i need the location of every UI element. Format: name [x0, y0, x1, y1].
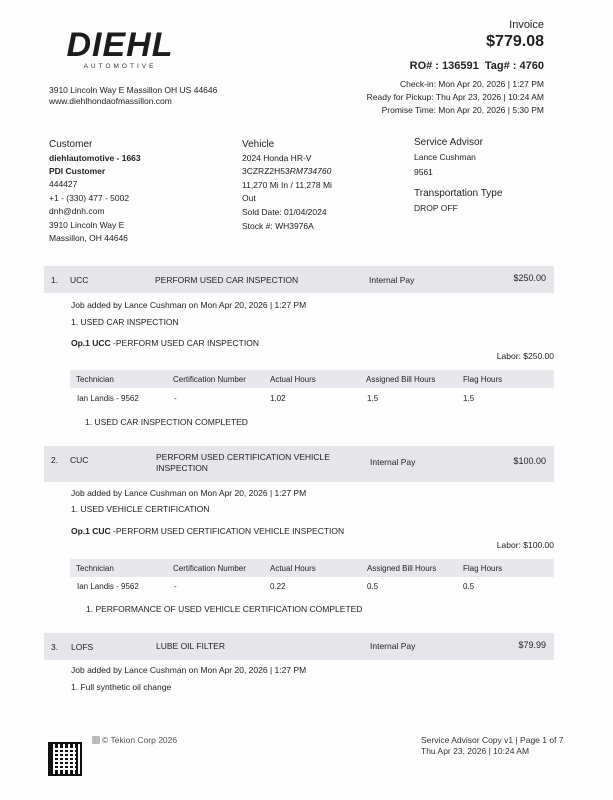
tag-label: Tag# : — [484, 60, 520, 72]
vehicle-heading: Vehicle — [242, 139, 275, 150]
job-header-1 — [44, 266, 554, 293]
col-technician: Technician — [76, 564, 114, 573]
promise-time: Promise Time: Mon Apr 20, 2026 | 5:30 PM — [381, 105, 544, 115]
job-amount: $250.00 — [513, 273, 546, 283]
technician-name: Ian Landis - 9562 — [77, 394, 139, 403]
op-code: Op.1 UCC — [71, 338, 111, 348]
job-title: PERFORM USED CERTIFICATION VEHICLE — [156, 452, 330, 462]
col-flag-hours: Flag Hours — [463, 375, 503, 384]
ro-number: 136591 — [442, 60, 479, 72]
vehicle-vin — [242, 165, 332, 178]
customer-city: Massillon, OH 44646 — [49, 233, 128, 243]
op-text: -PERFORM USED CERTIFICATION VEHICLE INSPECTION — [110, 526, 345, 536]
labor-table-header — [70, 559, 554, 577]
job-title: PERFORM USED CAR INSPECTION — [155, 275, 299, 285]
logo-subtitle: AUTOMOTIVE — [83, 63, 157, 70]
flag-hours: 0.5 — [463, 582, 475, 591]
job-number: 2. — [51, 455, 59, 465]
col-actual-hours: Actual Hours — [270, 564, 316, 573]
advisor-id: 9561 — [414, 166, 433, 177]
col-actual-hours: Actual Hours — [270, 375, 316, 384]
actual-hours: 1.02 — [270, 394, 286, 403]
job-header-3 — [44, 633, 554, 660]
logo-wordmark: DIEHL — [66, 26, 174, 64]
customer-street: 3910 Lincoln Way E — [49, 219, 125, 230]
col-assigned-hours: Assigned Bill Hours — [367, 564, 437, 573]
job-completed: 1. USED CAR INSPECTION COMPLETED — [85, 417, 248, 427]
table-row — [70, 582, 554, 594]
invoice-total: $779.08 — [486, 33, 544, 50]
technician-name: Ian Landis - 9562 — [77, 582, 139, 591]
assigned-hours: 0.5 — [367, 582, 379, 591]
job-title-continued: INSPECTION — [156, 463, 208, 473]
customer-id: 444427 — [49, 179, 78, 189]
col-certification: Certification Number — [173, 564, 246, 573]
op-text: -PERFORM USED CAR INSPECTION — [110, 338, 259, 348]
footer-copyright: © Tekion Corp 2026 — [102, 735, 178, 745]
job-operation — [71, 525, 344, 538]
job-title: LUBE OIL FILTER — [156, 641, 225, 651]
job-number: 3. — [51, 642, 59, 652]
job-added: Job added by Lance Cushman on Mon Apr 20, 2026 | 1:27 PM — [71, 300, 307, 310]
job-header-2 — [44, 446, 554, 482]
job-labor: Labor: $100.00 — [496, 540, 554, 550]
job-completed: 1. PERFORMANCE OF USED VEHICLE CERTIFICATION COMPLETED — [86, 604, 363, 614]
vehicle-block — [242, 139, 332, 232]
advisor-name: Lance Cushman — [414, 152, 476, 162]
tekion-icon — [92, 736, 100, 744]
job-pay-type: Internal Pay — [370, 457, 416, 467]
invoice-label: Invoice — [509, 19, 544, 31]
job-pay-type: Internal Pay — [369, 275, 415, 285]
job-amount: $100.00 — [513, 456, 546, 466]
job-code: LOFS — [71, 642, 94, 652]
job-description: 1. Full synthetic oil change — [71, 682, 172, 692]
tag-number: 4760 — [519, 60, 544, 72]
job-description: 1. USED CAR INSPECTION — [71, 317, 179, 327]
advisor-heading: Service Advisor — [414, 137, 483, 148]
col-assigned-hours: Assigned Bill Hours — [366, 375, 436, 384]
job-code: CUC — [70, 455, 89, 465]
job-added: Job added by Lance Cushman on Mon Apr 20, 2026 | 1:27 PM — [71, 488, 307, 498]
job-operation — [71, 337, 259, 350]
customer-name: diehlautomotive - 1663 — [49, 153, 141, 163]
dealer-address: 3910 Lincoln Way E Massillon OH US 44646 — [49, 85, 218, 95]
ro-label: RO# : — [409, 60, 443, 72]
advisor-block — [414, 137, 502, 215]
footer-printed-date: Thu Apr 23, 2026 | 10:24 AM — [421, 746, 530, 756]
vehicle-model: 2024 Honda HR-V — [242, 153, 312, 163]
assigned-hours: 1.5 — [367, 394, 379, 403]
vehicle-mileage-out: Out — [242, 192, 256, 203]
job-pay-type: Internal Pay — [370, 641, 416, 651]
certification-number: - — [174, 582, 177, 591]
col-technician: Technician — [76, 375, 114, 384]
transport-heading: Transportation Type — [414, 188, 503, 199]
qr-code — [48, 742, 82, 776]
op-code: Op.1 CUC — [71, 526, 111, 536]
job-amount: $79.99 — [518, 640, 546, 650]
dealer-logo — [60, 26, 180, 70]
flag-hours: 1.5 — [463, 394, 475, 403]
ro-tag-line — [410, 60, 544, 72]
checkin-time: Check-in: Mon Apr 20, 2026 | 1:27 PM — [400, 79, 544, 89]
ready-time: Ready for Pickup: Thu Apr 23, 2026 | 10:24 AM — [366, 92, 544, 102]
customer-phone: +1 - (330) 477 - 5002 — [49, 192, 130, 203]
vehicle-mileage: 11,270 Mi In / 11,278 Mi — [242, 180, 332, 190]
dealer-website: www.diehlhondaofmassillon.com — [49, 96, 172, 106]
vin-suffix: RM734760 — [289, 165, 332, 176]
actual-hours: 0.22 — [270, 582, 286, 591]
col-flag-hours: Flag Hours — [463, 564, 503, 573]
customer-block — [49, 139, 141, 245]
customer-email: dnh@dnh.com — [49, 206, 105, 216]
col-certification: Certification Number — [173, 375, 246, 384]
transport-type: DROP OFF — [414, 203, 458, 213]
job-added: Job added by Lance Cushman on Mon Apr 20, 2026 | 1:27 PM — [71, 665, 307, 675]
job-description: 1. USED VEHICLE CERTIFICATION — [71, 504, 210, 514]
table-row — [70, 394, 554, 406]
job-number: 1. — [51, 275, 59, 285]
vehicle-sold-date: Sold Date: 01/04/2024 — [242, 207, 327, 217]
vin-prefix: 3CZRZ2H53 — [242, 165, 290, 176]
certification-number: - — [174, 394, 177, 403]
labor-table-header — [70, 370, 554, 388]
job-code: UCC — [70, 275, 89, 285]
job-labor: Labor: $250.00 — [496, 351, 554, 361]
customer-type: PDI Customer — [49, 165, 106, 176]
vehicle-stock: Stock #: WH3976A — [242, 220, 314, 231]
customer-heading: Customer — [49, 139, 93, 150]
footer-copy-info: Service Advisor Copy v1 | Page 1 of 7 — [421, 735, 564, 745]
